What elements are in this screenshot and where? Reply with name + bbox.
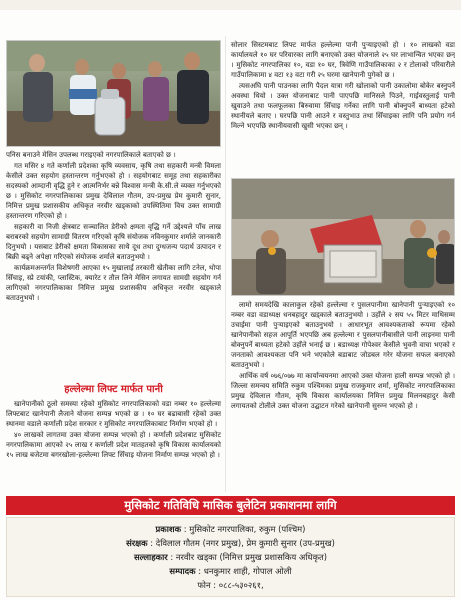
masthead-credits [6,517,455,597]
patron-value: देविलाल गौतम (नगर प्रमुख), प्रेम कुमारी सुनार (उप-प्रमुख) [155,538,335,548]
article-paragraph: लामो समयदेखि कालाकुल रहेको हल्लेल्मा र पुसलपानीमा खानेपानी पुऱ्याइएको १० नम्बर वडा वडाध्यक्ष धनबहादुर खड्काले बताउनुभयो । उहाँले २ सय ५५ मिटर माथिसम्म उचाईमा पानी पुऱ्याइएको बताउनुभयो । आधारभूत आवश्यकताको रूपमा रहेको खानेपानीको सहज आपूर्ति भएपछि अब हल्लेल्मा र पुसलपानीबासीले पानी लाइनमा पानी बोक्नुपर्ने बाध्यता हटेको उहाँले भनाई छ । बडाध्यक्ष गोपेश्वर केसीले भुवनी वाचा भएको र जनताको आवश्यकता पनि भने भएकोले बडाबाट जोडबल गरेर योजना सफल बनाएको बताउनुभयो । [231,301,455,369]
photo-milk-can-handover [6,40,221,147]
right-column-text-upper [231,40,455,173]
publication-banner: मुसिकोट गतिविधि मासिक बुलेटिन प्रकाशनमा लागि [6,496,455,515]
article-paragraph: कार्यक्रमअन्तर्गत विशेषगरी आएका १५ मुखालाई तरकारी खेतीका लागि टनेल, थोपा सिँचाइ, स्प्रे टयांकी, प्लास्टिक, क्यारेट र तौल लिने मेसिन लगायत सामग्री सहयोग गर्न लागिएको नगरपालिकाका निमित्त प्रमुख प्रशासकीय अधिकृत नरवीर खड्काले बताउनुभयो । [6,264,221,302]
phone-row: फोन : ०८८-५३०२६१, [197,580,264,590]
patron-label: संरक्षक [126,538,148,548]
editor-row: सम्पादक : धनकुमार शाही, गोपाल ओली [169,566,292,576]
publisher-label: प्रकाशक [155,524,182,534]
right-column-text-lower [231,300,455,493]
patron-row: संरक्षक : देविलाल गौतम (नगर प्रमुख), प्रेम कुमारी सुनार (उप-प्रमुख) [126,538,335,548]
left-column-text-lower [6,399,221,493]
advisor-label: सल्लाहकार [133,552,168,562]
editor-label: सम्पादक [169,566,196,576]
column-divider [225,36,226,492]
top-edge [0,0,461,10]
article-paragraph: खानेपानीको ठूलो समस्या रहेको मुसिकोट नगरपालिकाको वडा नम्बर १० हल्लेल्मा लिफ्टबाट खानेपानी लैजाने योजना सम्पन्न भएको छ । १० घर बढाबासी रहेको उक्त स्थानमा वडाले कर्णाली प्रदेश सरकार र मुसिकोट नगरपालिकाबाट निर्माण भएको हो । [6,400,221,428]
advisor-row: सल्लाहकार : नरवीर खड्का (निमित्त प्रमुख प्रशासकिय अधिकृत) [133,552,328,562]
photo-inauguration-plaque [231,178,455,296]
editor-value: धनकुमार शाही, गोपाल ओली [203,566,292,576]
publisher-value: मुसिकोट नगरपालिका, रुकुम (पश्चिम) [189,524,306,534]
photo-caption: पनिस बनाउने मेसिन उपलब्ध गराइएको नगरपालिकाले बताएको छ । [6,151,176,159]
article-paragraph: आर्थिक वर्ष ०७६/०७७ मा कार्यान्वयनमा आएको उक्त योजना हाली सम्पन्न भएको हो । जिल्ला समन्वय समिति रुकुम पश्चिमका प्रमुख राजकुमार शर्मा, मुसिकोट नगरपालिकाका प्रमुख देविलाल गौतम, कृषि विकास कार्यालयका निमित्त प्रमुख मिलनबहादुर केसी लगायतको टोलीले उक्त योजना उद्घाटन गरेको खानेपानी सुरुग्न भएको हो । [231,372,455,410]
advisor-value: नरवीर खड्का (निमित्त प्रमुख प्रशासकिय अधिकृत) [175,552,328,562]
article-paragraph: सहकारी वा निजी क्षेत्रबाट सञ्चालित डेरीको क्षमता वृद्धि गर्ने उद्देश्यले पाँच लाख बराबरको सहयोग सामाग्री वितरण गरिएको कृषि संयोजक नविनकुमार शर्माले जानकारी दिनुभयो । यसबाट डेरीको क्षमता विकासका साथै दूध तथा दुग्धजन्य पदार्थ उत्पादन र बिक्री बढ्ने अपेक्षा गरिएको संयोजक शर्माले बताउनुभयो । [6,223,221,261]
article-paragraph: ४० लाखको लागतमा उक्त योजना सम्पन्न भएको हो । कर्णाली प्रदेशबाट मुसिकोट नगरपालिकामा आएको २५ लाख र कर्णाली प्रदेश मातहतको कृषि विकास कार्यालयको १५ लाख बजेटमा बगरखोला-हल्लेल्मा लिफ्ट सिँचाइ योजना निर्माण सम्पन्न भएको हो । [6,431,221,459]
article-heading-lift-water: हल्लेल्मा लिफ्ट मार्फत पानी [64,384,163,395]
article-paragraph: गत मसिर ४ गते कर्णाली प्रदेशका कृषि व्यवसाय, कृषि तथा सहकारी मन्त्री विमला केसीले उक्त सहयोग हस्तान्तरण गर्नुभएको हो । सहयोगबाट समूह तथा सहकारीका सदस्यको आम्दानी वृद्धि हुने र आत्मनिर्भर बन्ने विश्वास मन्त्री के.सी.ले व्यक्त गर्नुभएको छ । मुसिकोट नगरपालिकाका प्रमुख देविलाल गौतम, उप-प्रमुख प्रेम कुमारी सुनार, निमित्त प्रमुख प्रशासकीय अधिकृत नरवीर खड्काको उपस्थितिमा विच उक्त सामाग्री हस्तान्तरण गरिएको हो । [6,162,221,220]
left-column-text-upper [6,150,221,380]
article-paragraph: सोलार सिस्टमबाट लिफ्ट मार्फत हल्लेल्मा पानी पुऱ्याइएको हो । १० लाखको वडा कार्यालयले १० घर परिवारका लागि बनाएको उक्त योजनाले २५ घर लाभान्वित भएका छन् । मुसिकोट नगरपालिका १०, वडा १० घर, त्रिवेणि गाउँपालिकाका २ र टोलाको परिवारीले गाउँपालिकामा ४ वटा १३ वटा गरी २५ घरमा खानेपानी पुगेको छ । [231,41,455,79]
publisher-row: प्रकाशक : मुसिकोट नगरपालिका, रुकुम (पश्चिम) [155,524,306,534]
article-paragraph: त्यसअघि पानी पाउनका लागि पैदल यात्रा गरी खोलाको पानी उकालोमा बोकेर बस्नुपर्ने अवस्था थियो । उक्त योजनाबाट पानी पाएपछि मानिसले पिउने, गाईवस्तुलाई पानी खुवाउने तथा फलफूलका बिरुवामा सिँचाइ गर्नेका लागि पानी बोक्नुपर्ने बाध्यता हटेको स्थानीयले बताए । घरपछि पानी आउने र वस्तुभाउ तथा सिँचाइका लागि पनि प्रयोग गर्न मिल्ने भएपछि स्थानीयवासी खुसी भएका छन् । [231,82,455,130]
phone-label: फोन [197,580,211,590]
phone-value: ०८८-५३०२६१, [218,580,264,590]
